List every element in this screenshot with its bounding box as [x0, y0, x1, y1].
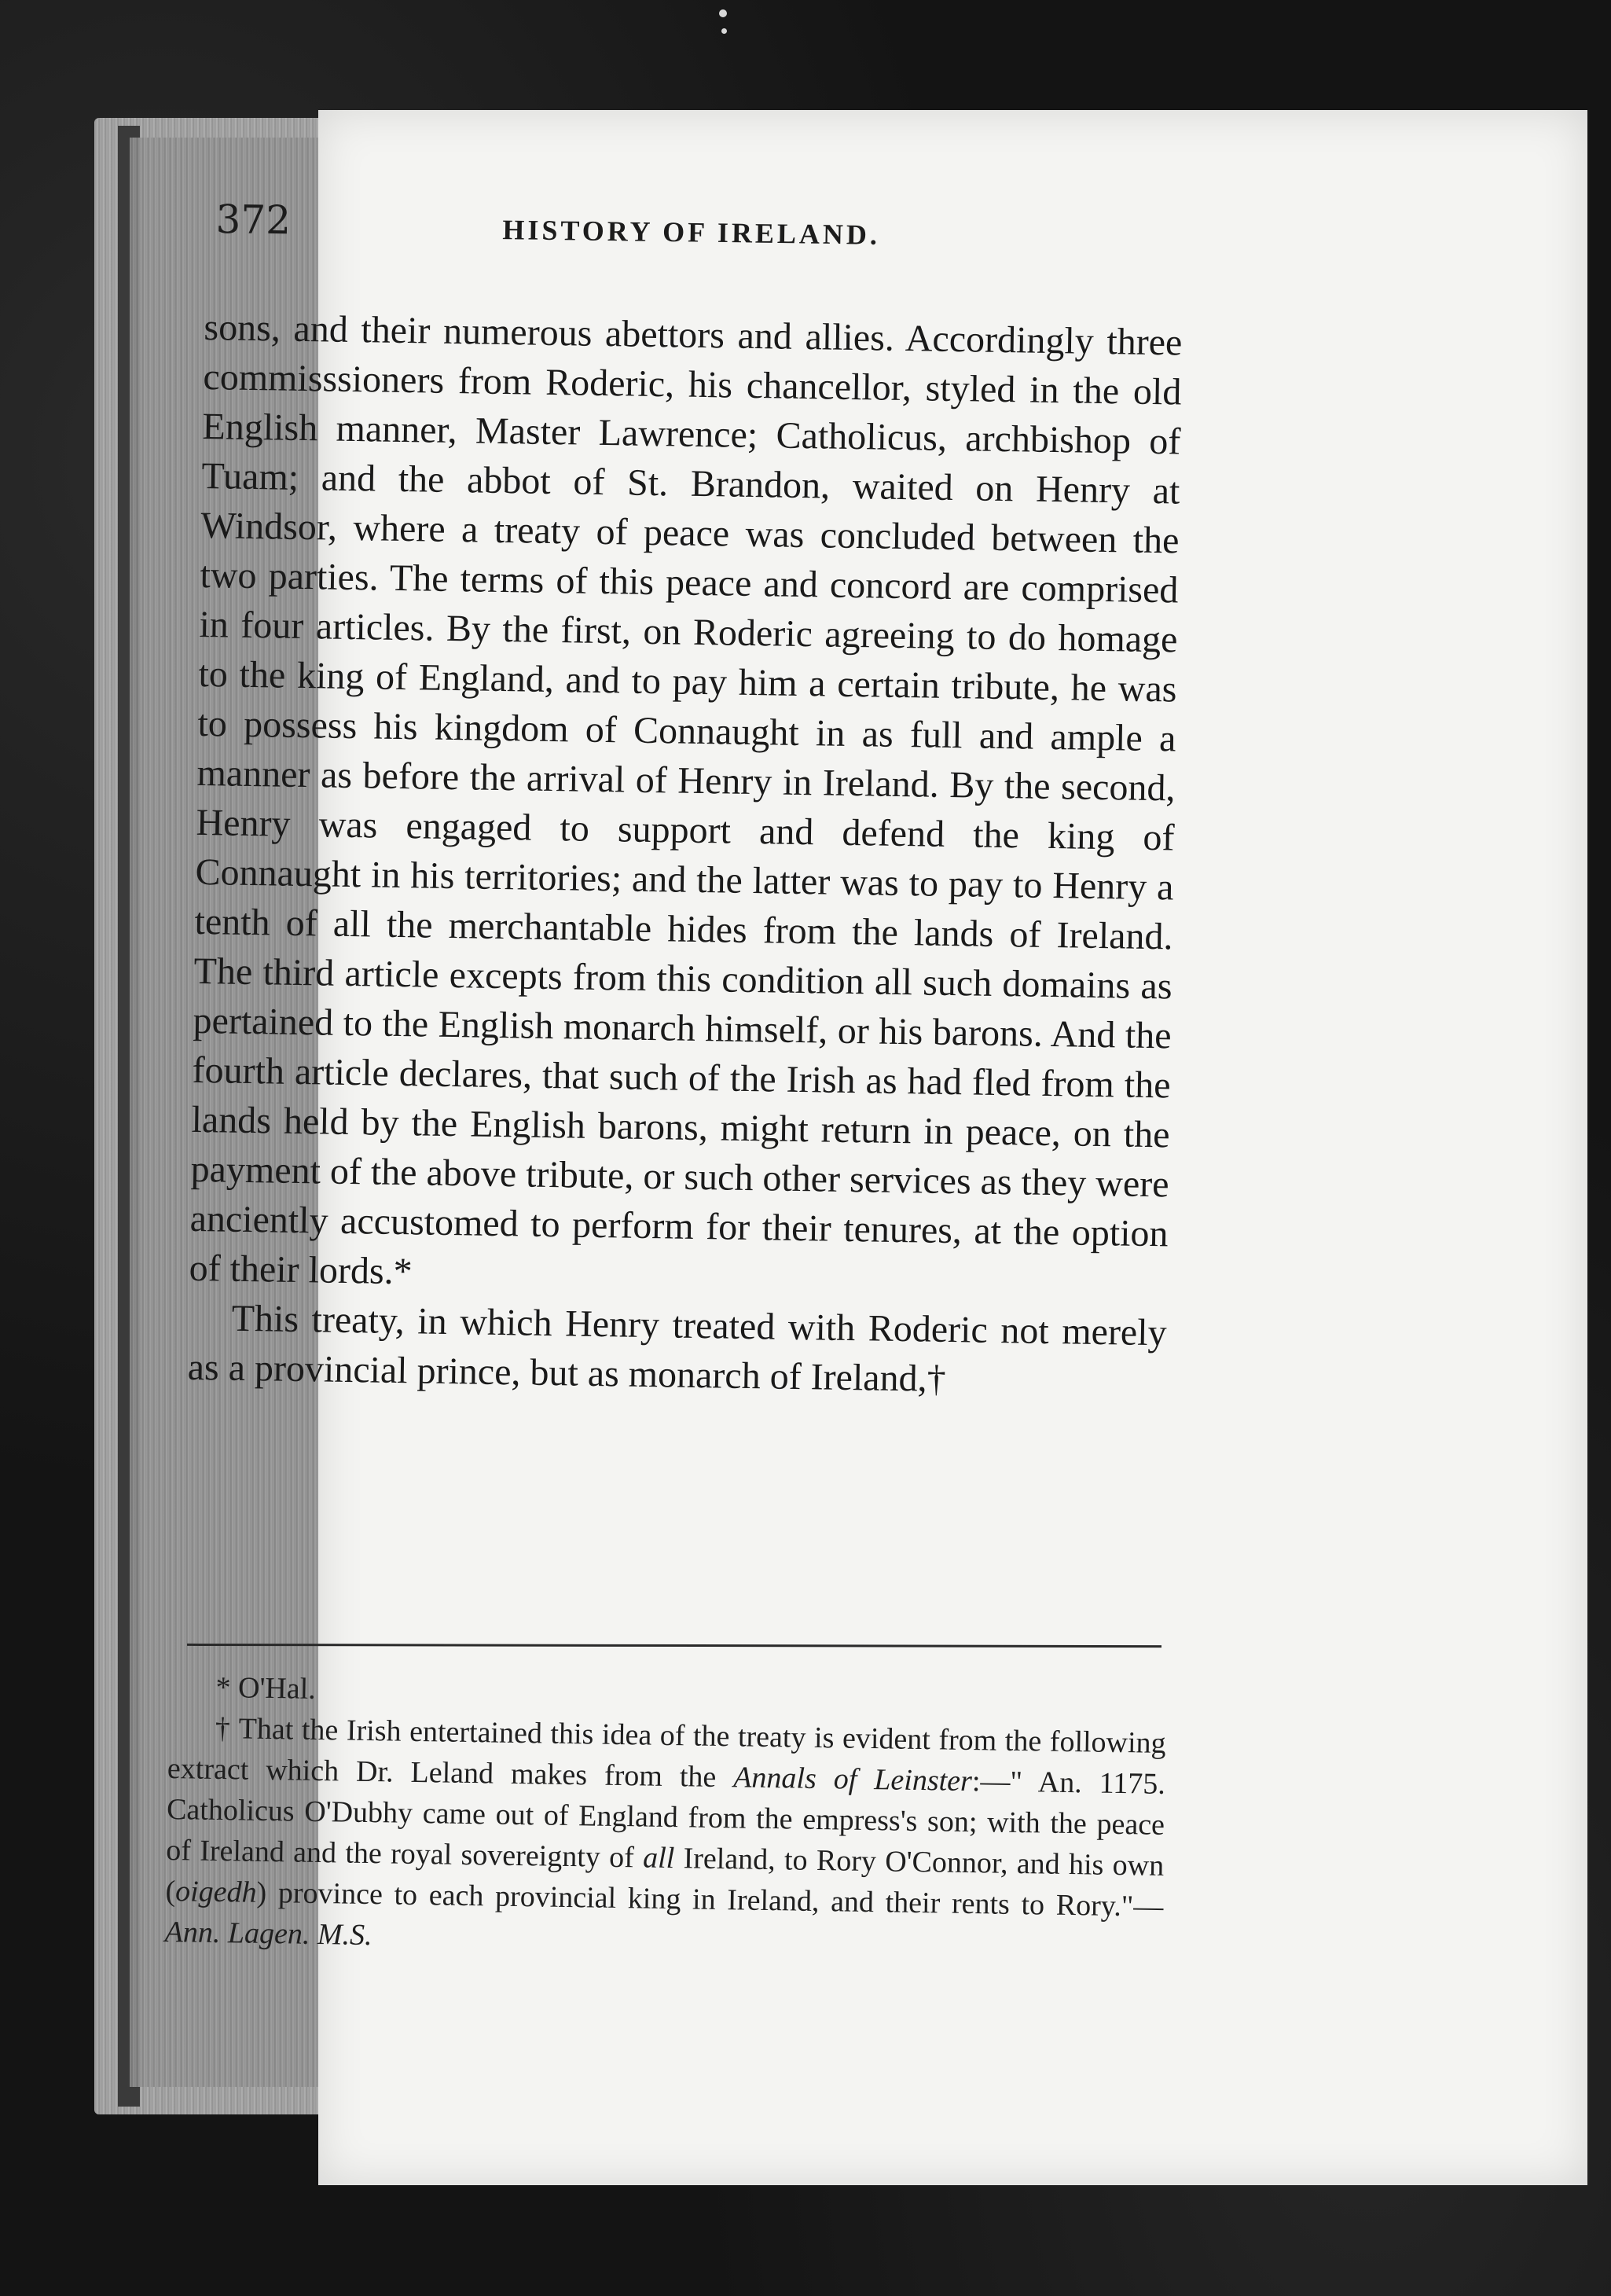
- footnote-1: * O'Hal.: [215, 1670, 317, 1706]
- footnote-2-annals-title: Annals of Leinster: [732, 1761, 973, 1798]
- footnotes: [164, 1666, 1167, 1968]
- page-number: 372: [215, 197, 292, 244]
- footnote-2-text: † That the Irish entertained this idea of the treaty is evident from the following extract which Dr. Leland makes from the: [167, 1711, 1166, 1794]
- main-text: [187, 303, 1183, 1407]
- running-title: HISTORY OF IRELAND.: [502, 214, 881, 251]
- footnote-2-quote: :—" An. 1175. Catholicus O'Dubhy came out of England from the empress's son; with the peace of Ireland and the royal sovereignty of: [165, 1765, 1166, 1875]
- footnote-2-quote-end: ) province to each provincial king in Ireland, and their rents to Rory."—: [256, 1875, 1164, 1923]
- film-speck: [719, 9, 727, 17]
- footnote-2: [164, 1707, 1166, 1968]
- page-header: [215, 197, 1238, 281]
- footnote-2-source: Ann. Lagen. M.S.: [164, 1915, 372, 1953]
- paragraph: sons, and their numerous abettors and allies. Accordingly three commisssioners from Roderic, his chancellor, styled in the old English manner, Master Lawrence; Catholicus, archbishop of Tuam; and the abbot of St. Brandon, waited on Henry at Windsor, where a treaty of peace was concluded between the two parties. The terms of this peace and concord are comprised in four articles. By the first, on Roderic agreeing to do homage to the king of England, and to pay him a certain tribute, he was to possess his kingdom of Connaught in as full and ample a manner as before the arrival of Henry in Ireland. By the second, Henry was engaged to support and defend the king of Connaught in his territories; and the latter was to pay to Henry a tenth of all the merchantable hides from the lands of Ireland. The third article excepts from this condition all such domains as pertained to the English monarch himself, or his barons. And the fourth article declares, that such of the Irish as had fled from the lands held by the English barons, might return in peace, on the payment of the above tribute, or such other services as they were anciently accustomed to perform for their tenures, at the option of their lords.*: [189, 306, 1183, 1293]
- footnote-2-quote-cont: Ireland, to Rory O'Connor, and his own (: [165, 1842, 1165, 1908]
- film-speck: [721, 28, 727, 34]
- footnote-2-irish-term: oigedh: [174, 1875, 257, 1909]
- paragraph: This treaty, in which Henry treated with Roderic not merely as a provincial prince, but as monarch of Ireland,†: [187, 1297, 1167, 1400]
- footnote-2-emphasis: all: [642, 1841, 675, 1875]
